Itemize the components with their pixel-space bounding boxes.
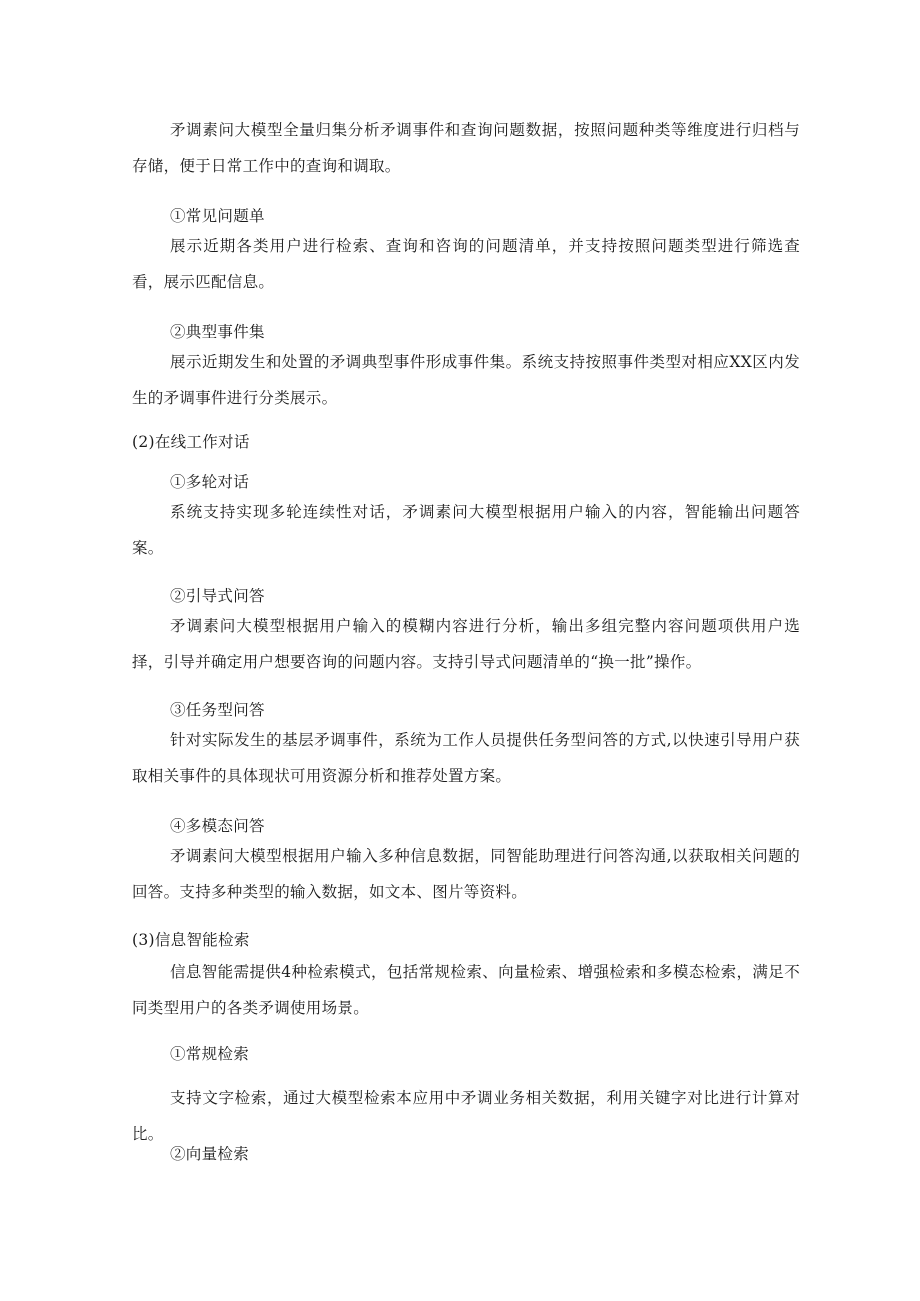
- paragraph-regular-search: 支持文字检索，通过大模型检索本应用中矛调业务相关数据，利用关键字对比进行计算对比。: [132, 1089, 800, 1143]
- heading-typical-events: ②典型事件集: [170, 323, 265, 341]
- heading-regular-search: ①常规检索: [170, 1045, 250, 1063]
- section-info-search: (3)信息智能检索: [132, 931, 250, 949]
- paragraph-multi-turn: 系统支持实现多轮连续性对话，矛调素问大模型根据用户输入的内容，智能输出问题答案。: [132, 503, 800, 557]
- paragraph-typical-events: 展示近期发生和处置的矛调典型事件形成事件集。系统支持按照事件类型对相应XX区内发生的矛调事件进行分类展示。: [132, 353, 800, 407]
- paragraph-archive: 矛调素问大模型全量归集分析矛调事件和查询问题数据，按照问题种类等维度进行归档与存储，便于日常工作中的查询和调取。: [132, 121, 800, 175]
- heading-guided-qa: ②引导式问答: [170, 587, 265, 605]
- paragraph-task-qa: 针对实际发生的基层矛调事件，系统为工作人员提供任务型问答的方式,以快速引导用户获取相关事件的具体现状可用资源分析和推荐处置方案。: [132, 731, 800, 785]
- paragraph-guided-qa: 矛调素问大模型根据用户输入的模糊内容进行分析，输出多组完整内容问题项供用户选择，引导并确定用户想要咨询的问题内容。支持引导式问题清单的“换一批”操作。: [132, 617, 800, 671]
- section-online-dialogue: (2)在线工作对话: [132, 433, 250, 451]
- paragraph-multimodal-qa: 矛调素问大模型根据用户输入多种信息数据，同智能助理进行问答沟通,以获取相关问题的回答。支持多种类型的输入数据，如文本、图片等资料。: [132, 847, 800, 901]
- heading-vector-search: ②向量检索: [170, 1145, 250, 1163]
- heading-faq: ①常见问题单: [170, 207, 265, 225]
- heading-multi-turn: ①多轮对话: [170, 473, 250, 491]
- paragraph-info-search: 信息智能需提供4种检索模式，包括常规检索、向量检索、增强检索和多模态检索，满足不同类型用户的各类矛调使用场景。: [132, 963, 800, 1017]
- paragraph-faq: 展示近期各类用户进行检索、查询和咨询的问题清单，并支持按照问题类型进行筛选查看，展示匹配信息。: [132, 237, 800, 291]
- heading-task-qa: ③任务型问答: [170, 701, 265, 719]
- heading-multimodal-qa: ④多模态问答: [170, 817, 265, 835]
